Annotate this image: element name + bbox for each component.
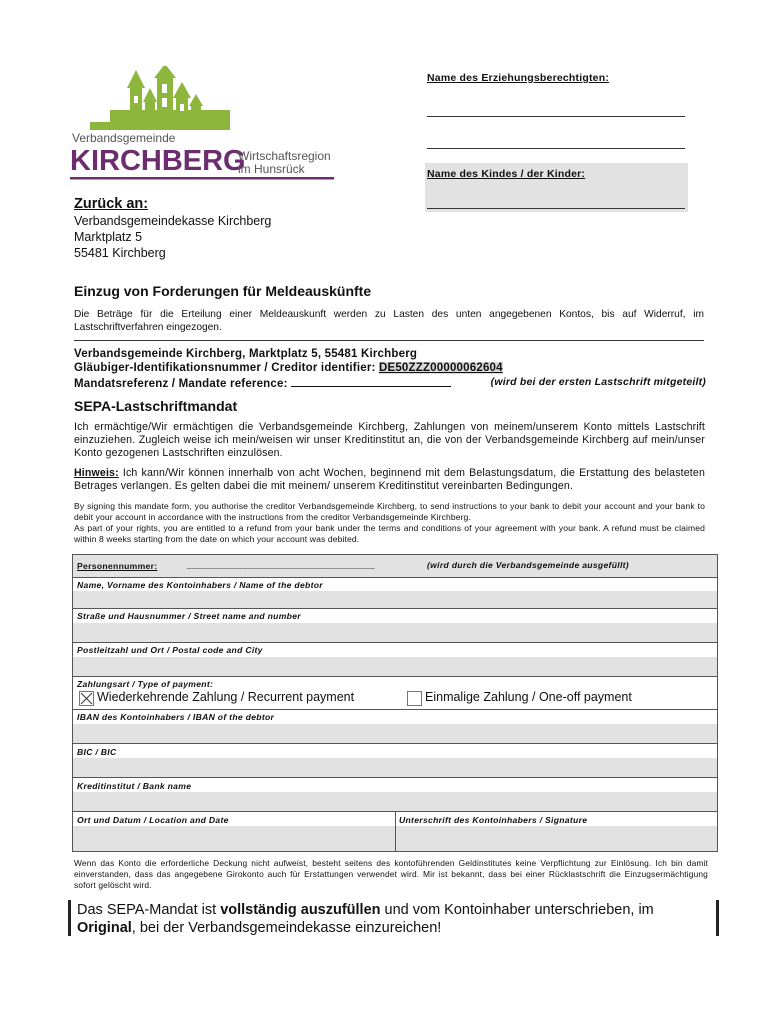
child-label: Name des Kindes / der Kinder:	[427, 168, 586, 180]
closing-part1: Das SEPA-Mandat ist	[77, 902, 221, 918]
name-label: Name, Vorname des Kontoinhabers / Name of the debtor	[77, 580, 323, 590]
address-line-3: 55481 Kirchberg	[74, 246, 166, 260]
address-line-1: Verbandsgemeindekasse Kirchberg	[74, 214, 272, 228]
bic-input[interactable]	[73, 758, 717, 777]
creditor-id-label: Gläubiger-Identifikationsnummer / Creditor identifier:	[74, 362, 376, 374]
city-input[interactable]	[73, 657, 717, 676]
street-label: Straße und Hausnummer / Street name and number	[77, 611, 301, 621]
recurrent-checkbox[interactable]	[79, 691, 94, 706]
bank-row	[73, 777, 717, 778]
creditor-id-value: DE50ZZZ00000062604	[378, 362, 503, 374]
hint-text: Ich kann/Wir können innerhalb von acht Wochen, beginnend mit dem Belastungsdatum, die Erstattung des belasteten Betrages verlangen. Es gelten dabei die mit meinem/ unserem Kreditinstitut vereinbarten Bedingungen.	[74, 467, 705, 492]
intro-text: Die Beträge für die Erteilung einer Meldeauskunft werden zu Lasten des unten angegebenen Kontos, bis auf Widerruf, im Lastschriftverfahren eingezogen.	[74, 309, 704, 333]
logo-line3: Wirtschaftsregion	[238, 149, 331, 163]
debtor-form	[72, 554, 718, 852]
payment-row	[73, 676, 717, 677]
bic-label: BIC / BIC	[77, 747, 117, 757]
guardian-label: Name des Erziehungsberechtigten:	[427, 72, 610, 84]
mandate-note: (wird bei der ersten Lastschrift mitgeteilt)	[490, 376, 706, 388]
guardian-line-2[interactable]	[427, 148, 685, 149]
oneoff-label: Einmalige Zahlung / One-off payment	[425, 690, 632, 704]
closing-part2: und vom Kontoinhaber unterschrieben, im	[380, 902, 654, 918]
sepa-title: SEPA-Lastschriftmandat	[74, 398, 238, 414]
personnr-blank[interactable]: _____________________________________	[187, 559, 375, 569]
main-title: Einzug von Forderungen für Meldeauskünfte	[74, 283, 372, 299]
check-x-icon	[80, 692, 93, 705]
iban-input[interactable]	[73, 724, 717, 743]
english-paragraph-2: As part of your rights, you are entitled to a refund from your bank under the terms and conditions of your agreement with your bank. A refund must be claimed within 8 weeks starting from the date on which your account was debited.	[74, 523, 705, 544]
iban-label: IBAN des Kontoinhabers / IBAN of the debtor	[77, 712, 275, 722]
street-input[interactable]	[73, 623, 717, 642]
name-input[interactable]	[73, 591, 717, 608]
divider	[74, 340, 704, 341]
signature-input[interactable]	[396, 826, 717, 851]
personnr-label: Personennummer:	[77, 561, 158, 571]
logo-line4: im Hunsrück	[238, 162, 305, 176]
oneoff-checkbox[interactable]	[407, 691, 422, 706]
mandate-label: Mandatsreferenz / Mandate reference:	[74, 378, 288, 390]
iban-row	[73, 709, 717, 710]
bank-input[interactable]	[73, 792, 717, 811]
closing-notice	[68, 900, 719, 936]
city-row	[73, 642, 717, 643]
logo-line2: KIRCHBERG	[70, 145, 246, 177]
closing-bold2: Original	[77, 920, 132, 936]
closing-bold1: vollständig auszufüllen	[220, 902, 381, 918]
child-field[interactable]	[425, 163, 688, 212]
child-line	[427, 208, 685, 209]
closing-text	[77, 901, 709, 937]
signature-label: Unterschrift des Kontoinhabers / Signature	[399, 815, 588, 825]
hint-label: Hinweis:	[74, 467, 119, 479]
location-label: Ort und Datum / Location and Date	[77, 815, 229, 825]
personnr-note: (wird durch die Verbandsgemeinde ausgefüllt)	[427, 560, 629, 570]
bic-row	[73, 743, 717, 744]
english-paragraph-1: By signing this mandate form, you authorise the creditor Verbandsgemeinde Kirchberg, to send instructions to your bank to debit your account and your bank to debit your account in accordance with the instructions from the creditor Verbandsgemeinde Kirchberg.	[74, 501, 705, 522]
city-label: Postleitzahl und Ort / Postal code and City	[77, 645, 263, 655]
street-row	[73, 608, 717, 609]
creditor-id-line	[74, 362, 503, 374]
creditor-address: Verbandsgemeinde Kirchberg, Marktplatz 5, 55481 Kirchberg	[74, 348, 418, 360]
logo-line1: Verbandsgemeinde	[72, 131, 176, 145]
kirchberg-logo	[70, 66, 340, 184]
name-row	[73, 577, 717, 578]
recurrent-label: Wiederkehrende Zahlung / Recurrent payment	[97, 690, 355, 704]
payment-label: Zahlungsart / Type of payment:	[77, 679, 214, 689]
bank-label: Kreditinstitut / Bank name	[77, 781, 192, 791]
footer-text: Wenn das Konto die erforderliche Deckung nicht aufweist, besteht seitens des kontoführenden Geldinstitutes keine Verpflichtung zur Einlösung. Ich bin damit einverstanden, dass das angegebene Girokonto auch für Erstattungen verwendet wird. Mir ist bekannt, dass bei einer Rücklastschrift die Einzugsermächtigung sofort gelöscht wird.	[74, 858, 708, 890]
mandate-blank	[291, 376, 451, 387]
sepa-hint	[74, 467, 705, 493]
guardian-line-1[interactable]	[427, 116, 685, 117]
sepa-paragraph: Ich ermächtige/Wir ermächtigen die Verbandsgemeinde Kirchberg, Zahlungen von meinem/unserem Konto mittels Lastschrift einzuziehen. Zugleich weise ich mein/weisen wir unser Kreditinstitut an, die von der Verbandsgemeinde Kirchberg auf mein/unser Konto gezogenen Lastschriften einzulösen.	[74, 421, 705, 459]
return-title: Zurück an:	[74, 196, 149, 212]
closing-part3: , bei der Verbandsgemeindekasse einzureichen!	[131, 920, 442, 936]
address-line-2: Marktplatz 5	[74, 230, 143, 244]
mandate-line	[74, 376, 706, 390]
